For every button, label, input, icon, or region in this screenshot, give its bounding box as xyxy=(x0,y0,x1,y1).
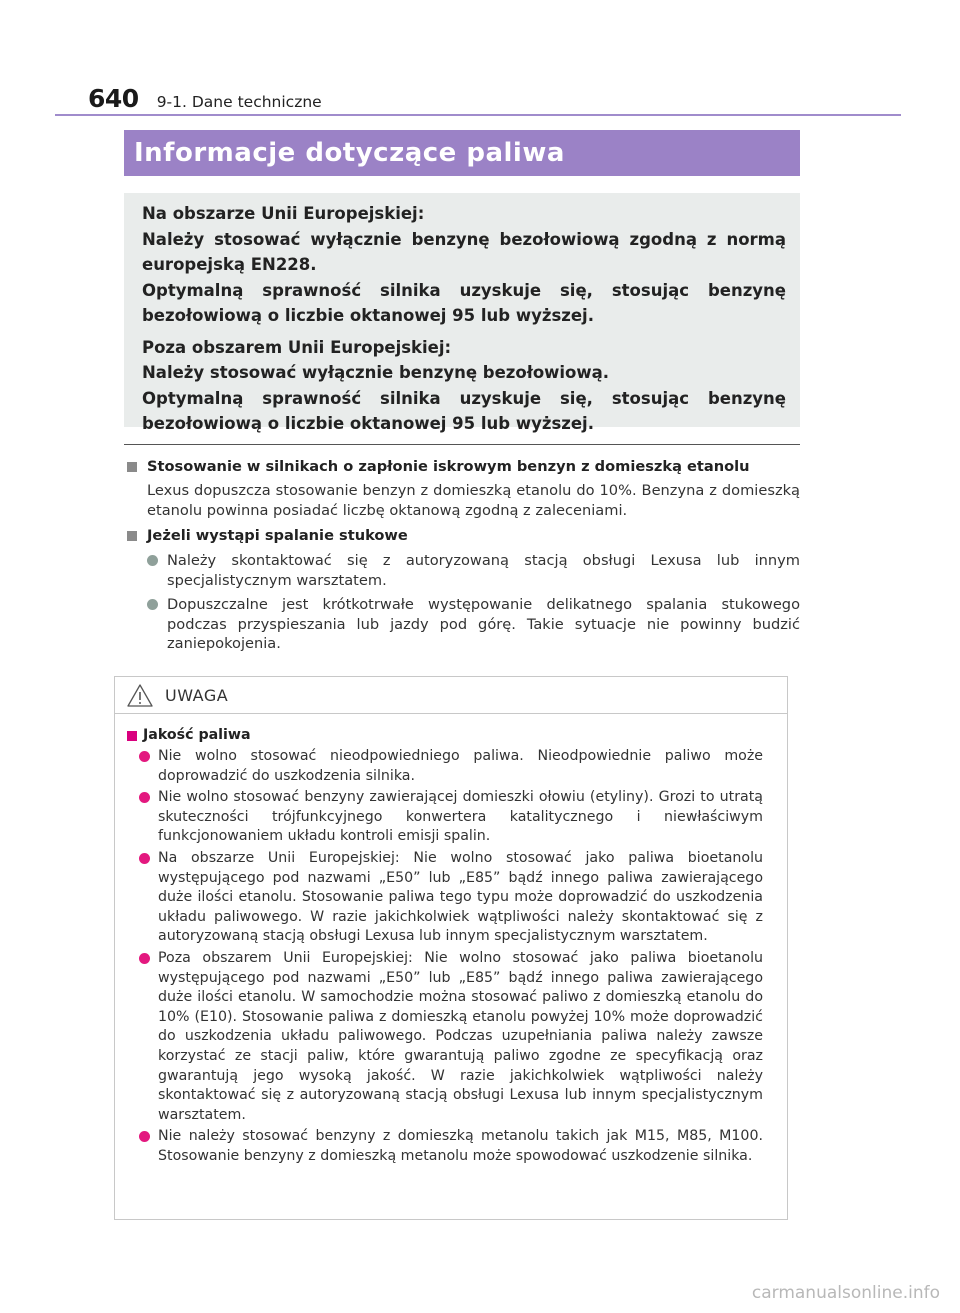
info-line: Optymalną sprawność silnika uzyskuje się, stosując benzynę bezołowiową o liczbie oktanowej 95 lub wyższej. xyxy=(142,388,786,433)
ethanol-heading: Stosowanie w silnikach o zapłonie iskrowym benzyn z domieszką etanolu xyxy=(124,457,800,477)
circle-bullet-icon xyxy=(147,555,158,566)
circle-bullet-icon xyxy=(139,1131,150,1142)
page-title: Informacje dotyczące paliwa xyxy=(134,138,565,168)
main-content xyxy=(124,457,800,654)
info-line: Należy stosować wyłącznie benzynę bezołowiową. xyxy=(142,363,610,382)
square-bullet-icon xyxy=(127,462,137,472)
circle-bullet-icon xyxy=(139,792,150,803)
square-bullet-icon xyxy=(127,531,137,541)
list-item: Poza obszarem Unii Europejskiej: Nie wolno stosować jako paliwa bioetanolu występującego pod nazwami „E50” lub „E85” bądź innego paliwa zawierającego duże ilości etanolu. W samochodzie można stosować paliwo z domieszką etanolu do 10% (E10). Stosowanie paliwa z domieszką etanolu powyżej 10% może doprowadzić do uszkodzenia układu paliwowego. Podczas uzupełniania paliwa należy zawsze korzystać ze stacji paliw, które gwarantują paliwo zgodne ze specyfikacją oraz gwarantują jego wysoką jakość. W razie jakichkolwiek wątpliwości należy skontaktować się z autoryzowaną stacją obsługi Lexusa lub innym specjalistycznym warsztatem. xyxy=(139,949,763,1125)
info-line: Na obszarze Unii Europejskiej: xyxy=(142,204,425,223)
page-number: 640 xyxy=(88,84,139,113)
warning-header xyxy=(115,677,787,714)
circle-bullet-icon xyxy=(139,751,150,762)
warning-label: UWAGA xyxy=(165,685,229,705)
info-line: Optymalną sprawność silnika uzyskuje się, stosując benzynę bezołowiową o liczbie oktanowej 95 lub wyższej. xyxy=(142,280,786,325)
square-bullet-icon xyxy=(127,731,137,741)
circle-bullet-icon xyxy=(139,853,150,864)
circle-bullet-icon xyxy=(139,953,150,964)
list-item: Nie wolno stosować nieodpowiedniego paliwa. Nieodpowiednie paliwo może doprowadzić do uszkodzenia silnika. xyxy=(139,747,763,786)
warning-content xyxy=(115,714,787,1166)
section-divider xyxy=(124,444,800,445)
warning-triangle-icon xyxy=(127,684,153,707)
chapter-title-bar xyxy=(124,130,800,176)
circle-bullet-icon xyxy=(147,599,158,610)
fuel-quality-heading: Jakość paliwa xyxy=(127,726,763,745)
list-item: Dopuszczalne jest krótkotrwałe występowanie delikatnego spalania stukowego podczas przyspieszania lub jazdy pod górę. Takie sytuacje nie powinny budzić zaniepokojenia. xyxy=(147,595,800,654)
info-line: Poza obszarem Unii Europejskiej: xyxy=(142,337,452,357)
page-header xyxy=(88,84,322,113)
warning-box xyxy=(114,676,788,1220)
list-item: Nie należy stosować benzyny z domieszką metanolu takich jak M15, M85, M100. Stosowanie benzyny z domieszką metanolu może spowodować uszkodzenie silnika. xyxy=(139,1127,763,1166)
watermark: carmanualsonline.info xyxy=(751,1283,940,1303)
fuel-info-box xyxy=(124,193,800,433)
knocking-heading: Jeżeli wystąpi spalanie stukowe xyxy=(124,526,800,546)
list-item: Nie wolno stosować benzyny zawierającej domieszki ołowiu (etyliny). Grozi to utratą skuteczności trójfunkcyjnego konwertera katalitycznego i niewłaściwym funkcjonowaniem układu kontroli emisji spalin. xyxy=(139,788,763,847)
header-divider xyxy=(55,114,901,116)
ethanol-text: Lexus dopuszcza stosowanie benzyn z domieszką etanolu do 10%. Benzyna z domieszką etanolu powinna posiadać liczbę oktanową zgodną z zaleceniami. xyxy=(147,482,800,519)
section-title: 9-1. Dane techniczne xyxy=(156,93,322,111)
info-line: Należy stosować wyłącznie benzynę bezołowiową zgodną z normą europejską EN228. xyxy=(142,229,786,274)
list-item: Należy skontaktować się z autoryzowaną stacją obsługi Lexusa lub innym specjalistycznym warsztatem. xyxy=(147,551,800,590)
list-item: Na obszarze Unii Europejskiej: Nie wolno stosować jako paliwa bioetanolu występującego pod nazwami „E50” lub „E85” bądź innego paliwa zawierającego duże ilości etanolu. Stosowanie paliwa tego typu może doprowadzić do uszkodzenia układu paliwowego. W razie jakichkolwiek wątpliwości należy skontaktować się z autoryzowaną stacją obsługi Lexusa lub innym specjalistycznym warsztatem. xyxy=(139,849,763,947)
